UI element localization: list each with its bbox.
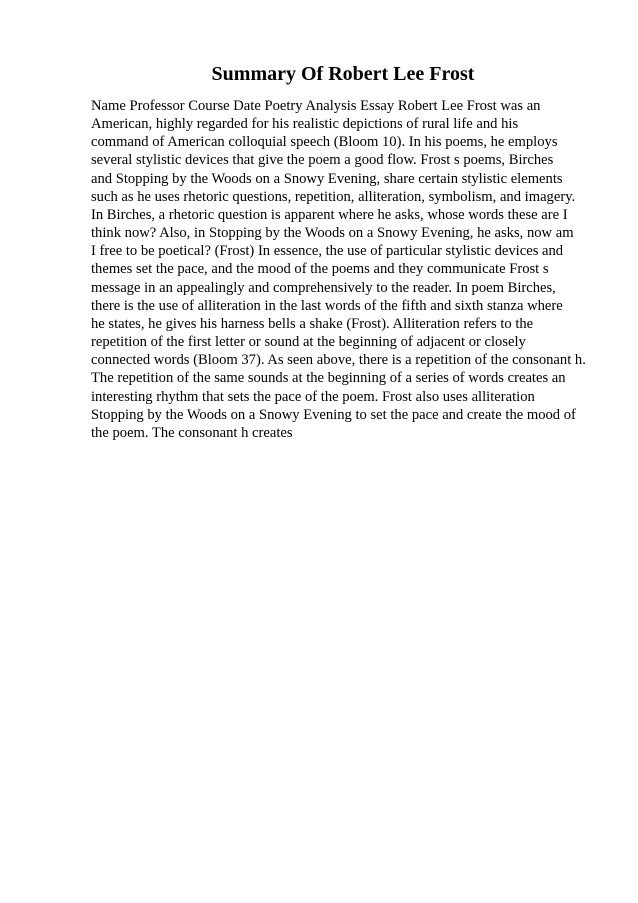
essay-line: he states, he gives his harness bells a shake (Frost). Alliteration refers to the [91, 315, 534, 332]
essay-line: the poem. The consonant h creates [91, 424, 293, 441]
essay-line: there is the use of alliteration in the last words of the fifth and sixth stanza where [91, 297, 563, 314]
essay-line: connected words (Bloom 37). As seen above, there is a repetition of the consonant h. [91, 352, 586, 369]
essay-line: several stylistic devices that give the poem a good flow. Frost s poems, Birches [91, 152, 554, 169]
essay-line: Stopping by the Woods on a Snowy Evening to set the pace and create the mood of [91, 406, 576, 423]
essay-line: such as he uses rhetoric questions, repetition, alliteration, symbolism, and imagery. [91, 188, 576, 205]
essay-line: themes set the pace, and the mood of the poems and they communicate Frost s [91, 261, 549, 278]
document-title: Summary Of Robert Lee Frost [211, 63, 475, 85]
essay-line: American, highly regarded for his realistic depictions of rural life and his [91, 116, 519, 133]
essay-line: and Stopping by the Woods on a Snowy Evening, share certain stylistic elements [91, 170, 563, 187]
essay-line: interesting rhythm that sets the pace of the poem. Frost also uses alliteration [91, 388, 535, 405]
essay-line: command of American colloquial speech (Bloom 10). In his poems, he employs [91, 134, 558, 151]
essay-line: message in an appealingly and comprehensively to the reader. In poem Birches, [91, 279, 556, 296]
essay-line: repetition of the first letter or sound at the beginning of adjacent or closely [91, 334, 526, 351]
essay-line: In Birches, a rhetoric question is apparent where he asks, whose words these are I [91, 206, 568, 223]
essay-line: think now? Also, in Stopping by the Woods on a Snowy Evening, he asks, now am [91, 225, 574, 242]
essay-line: The repetition of the same sounds at the beginning of a series of words creates an [91, 370, 566, 387]
essay-line: I free to be poetical? (Frost) In essence, the use of particular stylistic devices and [91, 243, 564, 260]
essay-line: Name Professor Course Date Poetry Analysis Essay Robert Lee Frost was an [91, 98, 541, 114]
essay-body [91, 97, 611, 442]
